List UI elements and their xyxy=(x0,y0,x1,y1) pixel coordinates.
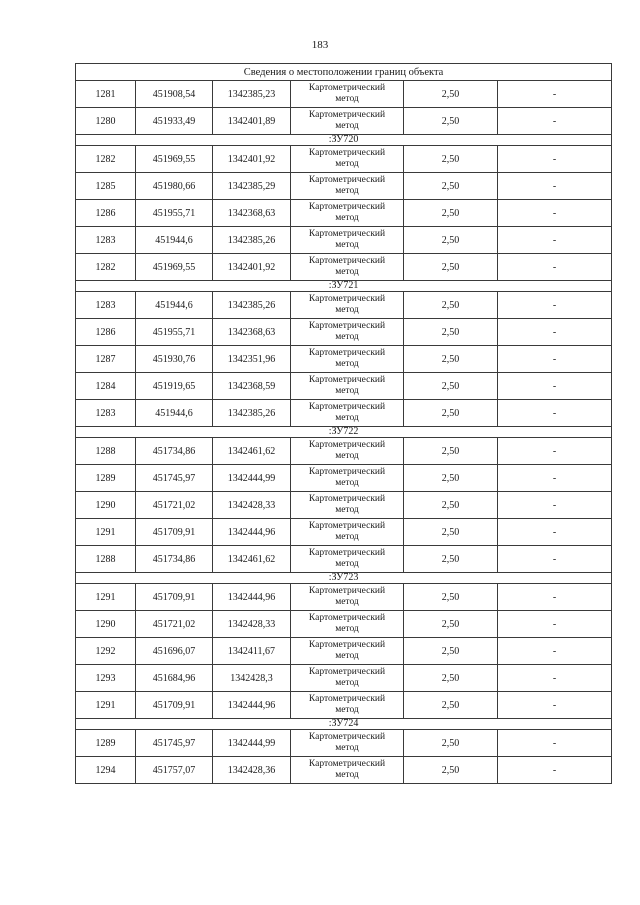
parcel-group-row xyxy=(76,719,612,730)
method-line-1: Картометрический xyxy=(308,667,386,677)
table-row xyxy=(76,730,612,757)
method-line-1: Картометрический xyxy=(308,294,386,304)
accuracy-cell: 2,50 xyxy=(404,492,498,519)
description-cell: - xyxy=(498,611,612,638)
method-line-2: метод xyxy=(335,678,359,688)
method-line-1: Картометрический xyxy=(308,640,386,650)
method-cell xyxy=(291,519,404,546)
y-coordinate-cell: 1342385,26 xyxy=(213,292,291,319)
description-cell: - xyxy=(498,400,612,427)
method-line-1: Картометрический xyxy=(308,348,386,358)
method-line-1: Картометрический xyxy=(308,694,386,704)
method-cell xyxy=(291,638,404,665)
page-number: 183 xyxy=(311,39,329,51)
method-line-2: метод xyxy=(335,651,359,661)
method-line-1: Картометрический xyxy=(308,110,386,120)
x-coordinate-cell: 451930,76 xyxy=(136,346,213,373)
method-line-2: метод xyxy=(335,413,359,423)
table-row xyxy=(76,638,612,665)
point-number-cell: 1290 xyxy=(76,611,136,638)
description-cell: - xyxy=(498,81,612,108)
method-cell xyxy=(291,173,404,200)
parcel-label: :ЗУ722 xyxy=(76,427,612,438)
accuracy-cell: 2,50 xyxy=(404,730,498,757)
table-row xyxy=(76,584,612,611)
table-row xyxy=(76,519,612,546)
y-coordinate-cell: 1342444,96 xyxy=(213,584,291,611)
parcel-label: :ЗУ720 xyxy=(76,135,612,146)
x-coordinate-cell: 451745,97 xyxy=(136,465,213,492)
point-number-cell: 1294 xyxy=(76,757,136,784)
table-row xyxy=(76,757,612,784)
method-cell xyxy=(291,146,404,173)
method-line-2: метод xyxy=(335,505,359,515)
accuracy-cell: 2,50 xyxy=(404,465,498,492)
x-coordinate-cell: 451969,55 xyxy=(136,146,213,173)
method-line-1: Картометрический xyxy=(308,467,386,477)
method-line-2: метод xyxy=(335,624,359,634)
x-coordinate-cell: 451944,6 xyxy=(136,400,213,427)
method-line-2: метод xyxy=(335,186,359,196)
accuracy-cell: 2,50 xyxy=(404,292,498,319)
y-coordinate-cell: 1342401,92 xyxy=(213,254,291,281)
method-line-1: Картометрический xyxy=(308,548,386,558)
description-cell: - xyxy=(498,200,612,227)
table-row xyxy=(76,692,612,719)
x-coordinate-cell: 451709,91 xyxy=(136,584,213,611)
accuracy-cell: 2,50 xyxy=(404,254,498,281)
method-line-1: Картометрический xyxy=(308,586,386,596)
table-header-row xyxy=(76,64,612,81)
point-number-cell: 1283 xyxy=(76,292,136,319)
point-number-cell: 1287 xyxy=(76,346,136,373)
method-line-2: метод xyxy=(335,305,359,315)
x-coordinate-cell: 451944,6 xyxy=(136,227,213,254)
method-line-1: Картометрический xyxy=(308,202,386,212)
y-coordinate-cell: 1342385,26 xyxy=(213,227,291,254)
x-coordinate-cell: 451745,97 xyxy=(136,730,213,757)
point-number-cell: 1289 xyxy=(76,730,136,757)
method-line-1: Картометрический xyxy=(308,759,386,769)
method-line-1: Картометрический xyxy=(308,148,386,158)
point-number-cell: 1289 xyxy=(76,465,136,492)
accuracy-cell: 2,50 xyxy=(404,519,498,546)
method-line-1: Картометрический xyxy=(308,321,386,331)
description-cell: - xyxy=(498,346,612,373)
method-cell xyxy=(291,584,404,611)
point-number-cell: 1283 xyxy=(76,227,136,254)
method-cell xyxy=(291,665,404,692)
method-line-1: Картометрический xyxy=(308,375,386,385)
method-line-1: Картометрический xyxy=(308,175,386,185)
method-line-2: метод xyxy=(335,532,359,542)
method-line-2: метод xyxy=(335,332,359,342)
description-cell: - xyxy=(498,546,612,573)
accuracy-cell: 2,50 xyxy=(404,319,498,346)
parcel-group-row xyxy=(76,573,612,584)
table-row xyxy=(76,492,612,519)
method-cell xyxy=(291,227,404,254)
y-coordinate-cell: 1342444,99 xyxy=(213,730,291,757)
method-cell xyxy=(291,611,404,638)
y-coordinate-cell: 1342385,29 xyxy=(213,173,291,200)
table-row xyxy=(76,146,612,173)
description-cell: - xyxy=(498,438,612,465)
method-cell xyxy=(291,319,404,346)
y-coordinate-cell: 1342444,99 xyxy=(213,465,291,492)
table-row xyxy=(76,319,612,346)
method-cell xyxy=(291,438,404,465)
method-cell xyxy=(291,492,404,519)
point-number-cell: 1281 xyxy=(76,81,136,108)
table-header: Сведения о местоположении границ объекта xyxy=(76,64,612,81)
table-row xyxy=(76,400,612,427)
method-line-2: метод xyxy=(335,267,359,277)
accuracy-cell: 2,50 xyxy=(404,373,498,400)
point-number-cell: 1290 xyxy=(76,492,136,519)
accuracy-cell: 2,50 xyxy=(404,611,498,638)
x-coordinate-cell: 451709,91 xyxy=(136,519,213,546)
y-coordinate-cell: 1342401,92 xyxy=(213,146,291,173)
method-line-2: метод xyxy=(335,597,359,607)
method-line-2: метод xyxy=(335,559,359,569)
method-line-2: метод xyxy=(335,94,359,104)
y-coordinate-cell: 1342368,63 xyxy=(213,200,291,227)
parcel-group-row xyxy=(76,281,612,292)
method-line-2: метод xyxy=(335,359,359,369)
table-row xyxy=(76,81,612,108)
table-row xyxy=(76,611,612,638)
description-cell: - xyxy=(498,173,612,200)
x-coordinate-cell: 451721,02 xyxy=(136,611,213,638)
point-number-cell: 1284 xyxy=(76,373,136,400)
point-number-cell: 1291 xyxy=(76,519,136,546)
table-row xyxy=(76,373,612,400)
method-line-2: метод xyxy=(335,770,359,780)
x-coordinate-cell: 451919,65 xyxy=(136,373,213,400)
table-row xyxy=(76,546,612,573)
accuracy-cell: 2,50 xyxy=(404,438,498,465)
parcel-label: :ЗУ724 xyxy=(76,719,612,730)
method-line-1: Картометрический xyxy=(308,732,386,742)
table-row xyxy=(76,465,612,492)
table-row xyxy=(76,200,612,227)
description-cell: - xyxy=(498,584,612,611)
boundary-coordinates-table xyxy=(75,63,612,784)
table-row xyxy=(76,108,612,135)
table-row xyxy=(76,292,612,319)
method-cell xyxy=(291,292,404,319)
table-row xyxy=(76,665,612,692)
method-line-2: метод xyxy=(335,386,359,396)
y-coordinate-cell: 1342428,33 xyxy=(213,492,291,519)
method-cell xyxy=(291,400,404,427)
x-coordinate-cell: 451933,49 xyxy=(136,108,213,135)
x-coordinate-cell: 451944,6 xyxy=(136,292,213,319)
method-line-2: метод xyxy=(335,451,359,461)
method-cell xyxy=(291,81,404,108)
parcel-group-row xyxy=(76,427,612,438)
method-cell xyxy=(291,108,404,135)
x-coordinate-cell: 451721,02 xyxy=(136,492,213,519)
description-cell: - xyxy=(498,692,612,719)
method-cell xyxy=(291,465,404,492)
method-line-1: Картометрический xyxy=(308,613,386,623)
method-cell xyxy=(291,692,404,719)
y-coordinate-cell: 1342368,59 xyxy=(213,373,291,400)
x-coordinate-cell: 451734,86 xyxy=(136,546,213,573)
description-cell: - xyxy=(498,638,612,665)
x-coordinate-cell: 451757,07 xyxy=(136,757,213,784)
method-cell xyxy=(291,546,404,573)
accuracy-cell: 2,50 xyxy=(404,146,498,173)
method-line-2: метод xyxy=(335,240,359,250)
x-coordinate-cell: 451734,86 xyxy=(136,438,213,465)
x-coordinate-cell: 451955,71 xyxy=(136,319,213,346)
accuracy-cell: 2,50 xyxy=(404,757,498,784)
parcel-group-row xyxy=(76,135,612,146)
x-coordinate-cell: 451908,54 xyxy=(136,81,213,108)
y-coordinate-cell: 1342368,63 xyxy=(213,319,291,346)
accuracy-cell: 2,50 xyxy=(404,200,498,227)
description-cell: - xyxy=(498,373,612,400)
parcel-label: :ЗУ721 xyxy=(76,281,612,292)
description-cell: - xyxy=(498,465,612,492)
point-number-cell: 1282 xyxy=(76,254,136,281)
description-cell: - xyxy=(498,146,612,173)
point-number-cell: 1280 xyxy=(76,108,136,135)
y-coordinate-cell: 1342444,96 xyxy=(213,519,291,546)
accuracy-cell: 2,50 xyxy=(404,584,498,611)
method-cell xyxy=(291,373,404,400)
method-line-2: метод xyxy=(335,705,359,715)
method-line-2: метод xyxy=(335,159,359,169)
y-coordinate-cell: 1342351,96 xyxy=(213,346,291,373)
x-coordinate-cell: 451955,71 xyxy=(136,200,213,227)
point-number-cell: 1282 xyxy=(76,146,136,173)
y-coordinate-cell: 1342385,23 xyxy=(213,81,291,108)
accuracy-cell: 2,50 xyxy=(404,665,498,692)
y-coordinate-cell: 1342385,26 xyxy=(213,400,291,427)
accuracy-cell: 2,50 xyxy=(404,638,498,665)
x-coordinate-cell: 451696,07 xyxy=(136,638,213,665)
method-cell xyxy=(291,346,404,373)
description-cell: - xyxy=(498,665,612,692)
y-coordinate-cell: 1342461,62 xyxy=(213,438,291,465)
method-cell xyxy=(291,254,404,281)
method-cell xyxy=(291,730,404,757)
method-line-1: Картометрический xyxy=(308,256,386,266)
method-cell xyxy=(291,200,404,227)
y-coordinate-cell: 1342428,36 xyxy=(213,757,291,784)
method-line-2: метод xyxy=(335,121,359,131)
description-cell: - xyxy=(498,492,612,519)
description-cell: - xyxy=(498,254,612,281)
parcel-label: :ЗУ723 xyxy=(76,573,612,584)
accuracy-cell: 2,50 xyxy=(404,400,498,427)
description-cell: - xyxy=(498,757,612,784)
description-cell: - xyxy=(498,292,612,319)
point-number-cell: 1286 xyxy=(76,319,136,346)
accuracy-cell: 2,50 xyxy=(404,81,498,108)
table-row xyxy=(76,254,612,281)
table-row xyxy=(76,346,612,373)
description-cell: - xyxy=(498,227,612,254)
point-number-cell: 1286 xyxy=(76,200,136,227)
accuracy-cell: 2,50 xyxy=(404,173,498,200)
x-coordinate-cell: 451709,91 xyxy=(136,692,213,719)
x-coordinate-cell: 451969,55 xyxy=(136,254,213,281)
point-number-cell: 1283 xyxy=(76,400,136,427)
method-line-1: Картометрический xyxy=(308,494,386,504)
y-coordinate-cell: 1342428,33 xyxy=(213,611,291,638)
method-line-2: метод xyxy=(335,743,359,753)
y-coordinate-cell: 1342401,89 xyxy=(213,108,291,135)
accuracy-cell: 2,50 xyxy=(404,692,498,719)
method-line-2: метод xyxy=(335,478,359,488)
accuracy-cell: 2,50 xyxy=(404,346,498,373)
method-line-1: Картометрический xyxy=(308,521,386,531)
accuracy-cell: 2,50 xyxy=(404,227,498,254)
y-coordinate-cell: 1342461,62 xyxy=(213,546,291,573)
table-row xyxy=(76,227,612,254)
y-coordinate-cell: 1342428,3 xyxy=(213,665,291,692)
x-coordinate-cell: 451684,96 xyxy=(136,665,213,692)
method-line-2: метод xyxy=(335,213,359,223)
table-row xyxy=(76,173,612,200)
table-row xyxy=(76,438,612,465)
point-number-cell: 1285 xyxy=(76,173,136,200)
method-cell xyxy=(291,757,404,784)
method-line-1: Картометрический xyxy=(308,229,386,239)
y-coordinate-cell: 1342411,67 xyxy=(213,638,291,665)
method-line-1: Картометрический xyxy=(308,402,386,412)
point-number-cell: 1291 xyxy=(76,584,136,611)
table-body xyxy=(76,64,612,784)
point-number-cell: 1291 xyxy=(76,692,136,719)
accuracy-cell: 2,50 xyxy=(404,546,498,573)
description-cell: - xyxy=(498,730,612,757)
accuracy-cell: 2,50 xyxy=(404,108,498,135)
y-coordinate-cell: 1342444,96 xyxy=(213,692,291,719)
point-number-cell: 1292 xyxy=(76,638,136,665)
description-cell: - xyxy=(498,108,612,135)
method-line-1: Картометрический xyxy=(308,83,386,93)
x-coordinate-cell: 451980,66 xyxy=(136,173,213,200)
method-line-1: Картометрический xyxy=(308,440,386,450)
point-number-cell: 1288 xyxy=(76,546,136,573)
point-number-cell: 1293 xyxy=(76,665,136,692)
description-cell: - xyxy=(498,519,612,546)
description-cell: - xyxy=(498,319,612,346)
point-number-cell: 1288 xyxy=(76,438,136,465)
